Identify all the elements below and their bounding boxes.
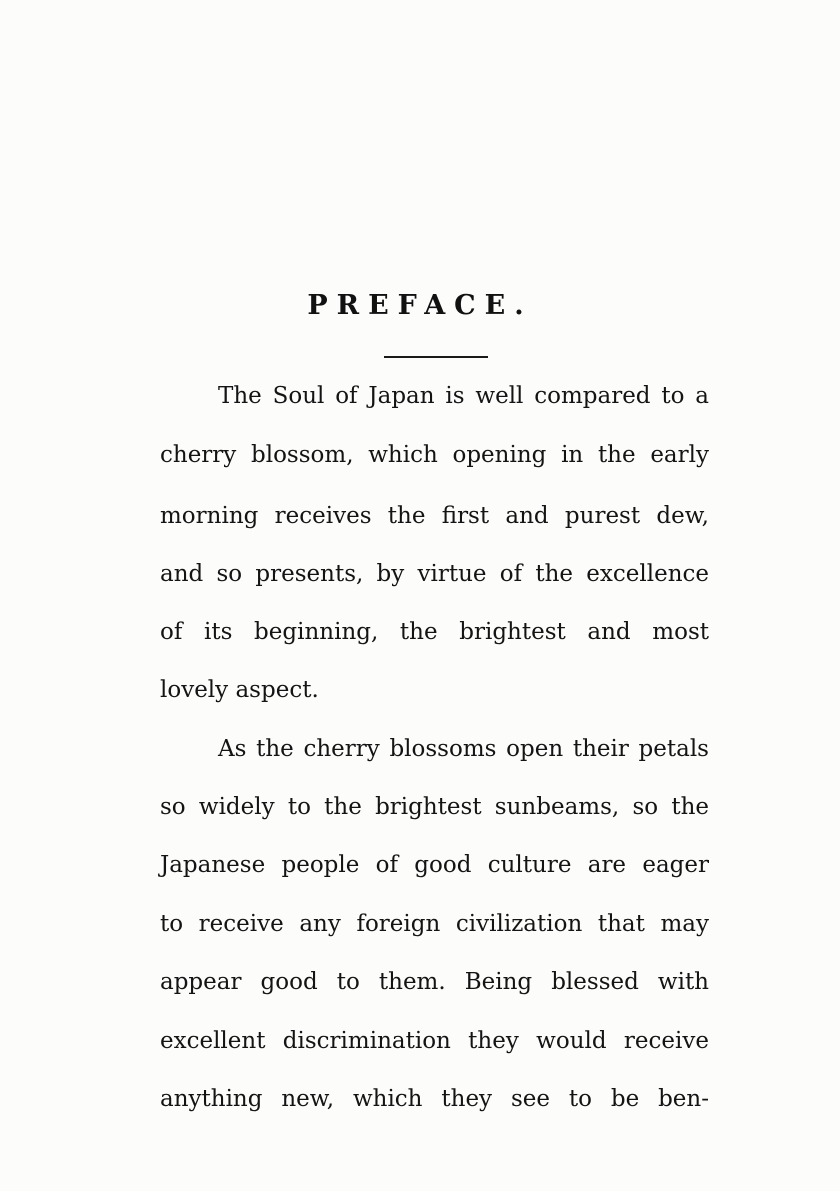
text-line: and so presents, by virtue of the excellence xyxy=(160,561,709,587)
text-line: of its beginning, the brightest and most xyxy=(160,619,709,645)
text-line: Japanese people of good culture are eager xyxy=(160,852,709,878)
text-line: so widely to the brightest sunbeams, so the xyxy=(160,794,709,820)
text-line: excellent discrimination they would receive xyxy=(160,1028,709,1054)
text-line: appear good to them. Being blessed with xyxy=(160,969,709,995)
page-title: PREFACE. xyxy=(307,290,533,321)
title-rule xyxy=(384,356,488,358)
text-line: to receive any foreign civilization that may xyxy=(160,911,709,937)
text-line: The Soul of Japan is well compared to a xyxy=(218,383,709,409)
text-line: morning receives the first and purest dew, xyxy=(160,503,709,529)
text-line: anything new, which they see to be ben- xyxy=(160,1086,709,1112)
text-line: lovely aspect. xyxy=(160,677,319,703)
text-line: As the cherry blossoms open their petals xyxy=(218,736,709,762)
text-line: cherry blossom, which opening in the early xyxy=(160,442,709,468)
